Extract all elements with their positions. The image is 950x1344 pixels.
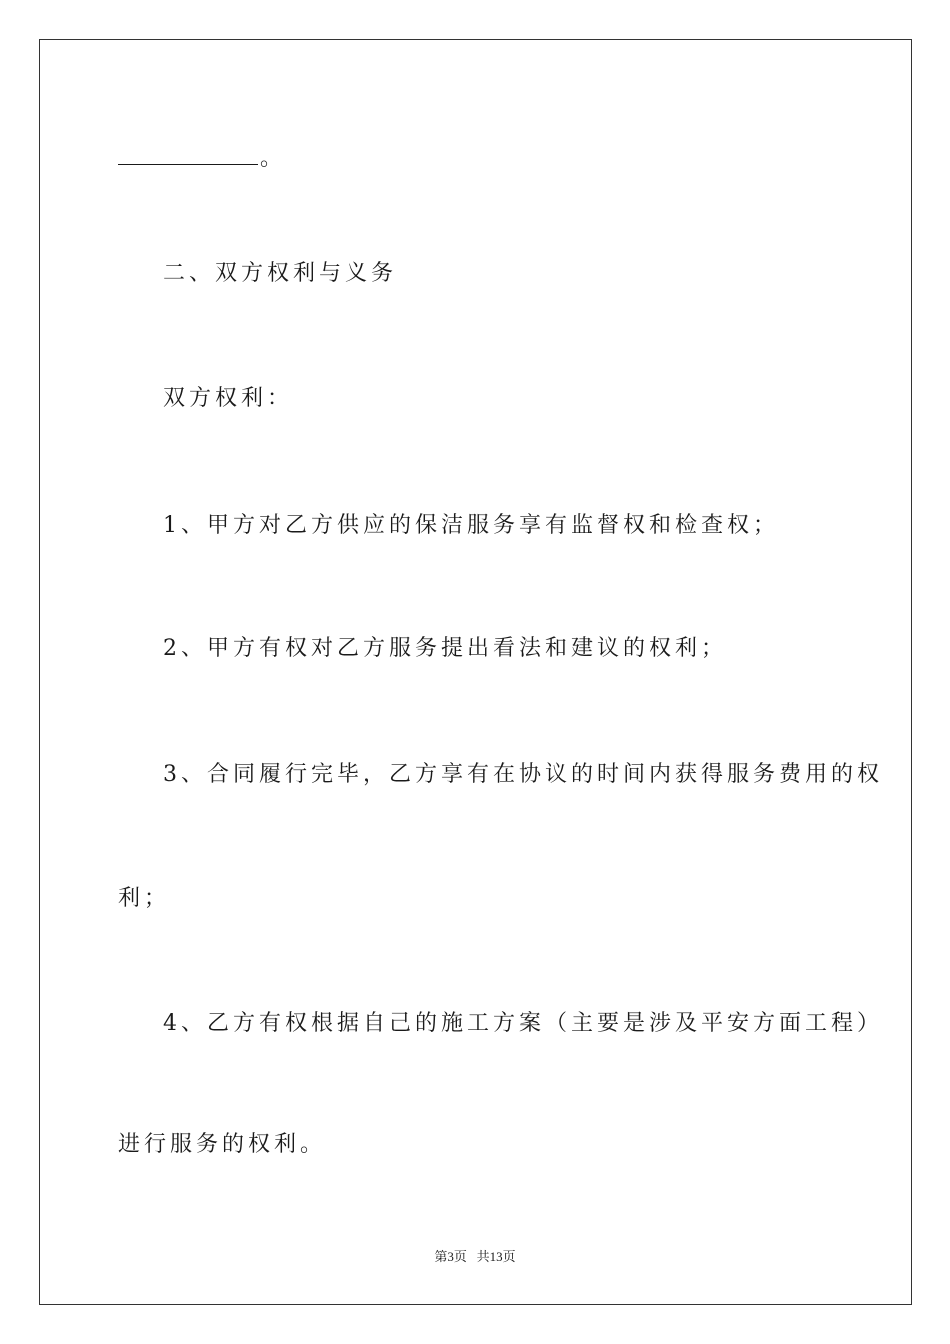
list-item-3-line-1: 3、合同履行完毕，乙方享有在协议的时间内获得服务费用的权: [163, 762, 883, 787]
fill-in-blank-line: [118, 144, 286, 174]
blank-line-terminator: 。: [260, 146, 287, 171]
section-heading: 二、双方权利与义务: [163, 261, 398, 286]
page-footer: [0, 1248, 950, 1266]
list-item-3-line-2: 利；: [118, 886, 171, 911]
subheading: 双方权利：: [163, 386, 294, 411]
page-number: 第3页: [434, 1249, 467, 1264]
footer-gap: [467, 1249, 477, 1264]
list-item-2: 2、甲方有权对乙方服务提出看法和建议的权利；: [163, 636, 727, 661]
list-item-4-line-1: 4、乙方有权根据自己的施工方案（主要是涉及平安方面工程）: [163, 1011, 883, 1036]
page-border: [39, 39, 912, 1305]
page-total: 共13页: [476, 1249, 516, 1264]
list-item-4-line-2: 进行服务的权利。: [118, 1132, 327, 1157]
list-item-1: 1、甲方对乙方供应的保洁服务享有监督权和检查权；: [163, 513, 779, 538]
blank-underline: [118, 147, 258, 165]
